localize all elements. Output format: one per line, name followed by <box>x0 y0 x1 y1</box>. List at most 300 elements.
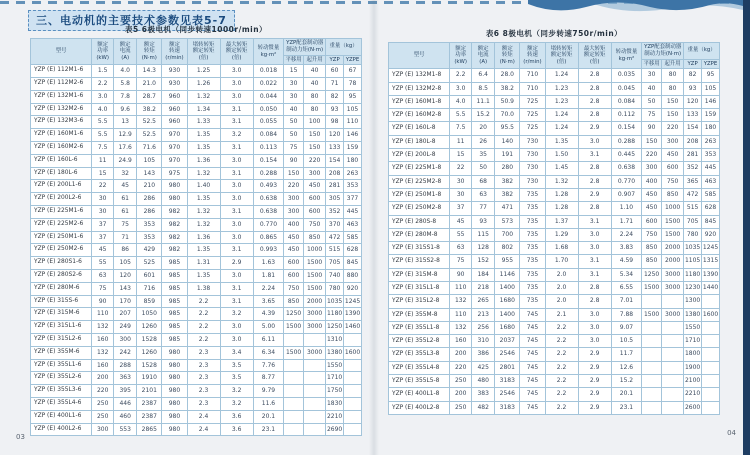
value-cell: 11 <box>92 154 114 167</box>
value-cell <box>304 397 326 410</box>
table-row <box>31 218 362 231</box>
value-cell: 2000 <box>304 295 326 308</box>
value-cell: 1680 <box>495 321 520 334</box>
table-row <box>389 242 720 255</box>
model-cell: YZP (E) 355L4-8 <box>389 361 450 374</box>
value-cell: 1035 <box>684 242 702 255</box>
value-cell: 0.288 <box>611 135 641 148</box>
value-cell: 4.59 <box>611 255 641 268</box>
model-cell: YZP (E) 250M2-6 <box>31 244 92 257</box>
value-cell: 445 <box>702 162 720 175</box>
value-cell: 2.2 <box>450 69 472 82</box>
value-cell: 0.288 <box>253 167 283 180</box>
model-cell: YZP (E) 160M2-6 <box>31 142 92 155</box>
model-cell: YZP (E) 180L-8 <box>389 135 450 148</box>
table-row <box>389 401 720 414</box>
value-cell: 242 <box>114 346 137 359</box>
table-row <box>31 193 362 206</box>
value-cell: 280 <box>495 162 520 175</box>
value-cell: 985 <box>162 333 187 346</box>
value-cell: 382 <box>495 188 520 201</box>
value-cell: 150 <box>662 95 684 108</box>
value-cell: 3.1 <box>220 103 253 116</box>
value-cell: 600 <box>642 215 662 228</box>
value-cell: 5.34 <box>611 268 641 281</box>
value-cell: 850 <box>642 255 662 268</box>
value-cell <box>304 333 326 346</box>
column-header: 重量（kg） <box>684 43 720 60</box>
value-cell: 3.0 <box>220 218 253 231</box>
table-row <box>389 122 720 135</box>
value-cell: 0.638 <box>253 193 283 206</box>
value-cell: 450 <box>662 149 684 162</box>
value-cell: 3.1 <box>220 295 253 308</box>
value-cell: 2.8 <box>578 295 611 308</box>
value-cell: 353 <box>137 218 162 231</box>
value-cell: 2.8 <box>578 109 611 122</box>
value-cell: 200 <box>92 372 114 385</box>
model-cell: YZP (E) 132M1-8 <box>389 69 450 82</box>
value-cell: 3.2 <box>220 308 253 321</box>
value-cell <box>662 295 684 308</box>
value-cell: 383 <box>472 388 495 401</box>
value-cell: 1146 <box>495 268 520 281</box>
value-cell: 780 <box>326 282 344 295</box>
value-cell: 15 <box>450 149 472 162</box>
value-cell: 61 <box>114 193 137 206</box>
value-cell: 0.084 <box>253 129 283 142</box>
value-cell: 1528 <box>137 333 162 346</box>
value-cell: 3.1 <box>578 215 611 228</box>
table-row <box>31 372 362 385</box>
value-cell: 4.0 <box>450 95 472 108</box>
value-cell <box>284 410 304 423</box>
value-cell: 3.2 <box>220 397 253 410</box>
value-cell <box>344 410 362 423</box>
value-cell: 1528 <box>137 359 162 372</box>
value-cell: 365 <box>684 175 702 188</box>
value-cell: 1710 <box>326 372 344 385</box>
value-cell: 2.2 <box>545 401 578 414</box>
value-cell: 3.1 <box>220 116 253 129</box>
value-cell: 2.8 <box>578 202 611 215</box>
table-row <box>31 270 362 283</box>
value-cell: 45 <box>450 215 472 228</box>
value-cell: 363 <box>114 372 137 385</box>
value-cell: 1440 <box>702 282 720 295</box>
value-cell: 154 <box>326 154 344 167</box>
value-cell: 11.6 <box>253 397 283 410</box>
value-cell: 980 <box>162 423 187 436</box>
value-cell: 3.6 <box>220 410 253 423</box>
value-cell: 40 <box>304 65 326 78</box>
value-cell: 1105 <box>684 255 702 268</box>
value-cell <box>642 348 662 361</box>
value-cell: 3.0 <box>578 242 611 255</box>
value-cell: 1260 <box>137 346 162 359</box>
column-header: YZP配套制动器 制动力矩(N·m) <box>642 43 684 60</box>
value-cell <box>642 361 662 374</box>
value-cell: 745 <box>520 348 545 361</box>
page-number-right: 04 <box>727 429 736 437</box>
value-cell: 105 <box>702 82 720 95</box>
value-cell: 725 <box>520 109 545 122</box>
value-cell: 1600 <box>702 308 720 321</box>
value-cell: 250 <box>92 397 114 410</box>
value-cell <box>304 372 326 385</box>
value-cell: 601 <box>137 270 162 283</box>
value-cell: 463 <box>702 175 720 188</box>
value-cell: 2.2 <box>545 361 578 374</box>
value-cell: 880 <box>344 270 362 283</box>
model-cell: YZP (E) 355L2-6 <box>31 372 92 385</box>
value-cell: 525 <box>137 257 162 270</box>
value-cell: 1.24 <box>545 122 578 135</box>
value-cell: 750 <box>642 228 662 241</box>
table-row <box>31 244 362 257</box>
value-cell: 160 <box>92 333 114 346</box>
value-cell: 845 <box>344 257 362 270</box>
value-cell: 446 <box>114 397 137 410</box>
table-row <box>389 255 720 268</box>
value-cell: 2.2 <box>187 333 220 346</box>
value-cell: 3183 <box>495 401 520 414</box>
column-subheader: 起升用 <box>304 55 326 65</box>
value-cell: 1.23 <box>545 82 578 95</box>
value-cell: 3.6 <box>220 423 253 436</box>
value-cell <box>662 348 684 361</box>
value-cell: 3.0 <box>220 90 253 103</box>
value-cell: 2000 <box>662 255 684 268</box>
value-cell: 6.55 <box>611 282 641 295</box>
value-cell: 1550 <box>326 359 344 372</box>
value-cell: 1400 <box>495 308 520 321</box>
value-cell: 110 <box>450 308 472 321</box>
table-row <box>389 348 720 361</box>
table-row <box>389 308 720 321</box>
value-cell: 980 <box>162 372 187 385</box>
value-cell: 2801 <box>495 361 520 374</box>
value-cell: 3.0 <box>220 231 253 244</box>
value-cell: 970 <box>162 154 187 167</box>
value-cell: 735 <box>520 188 545 201</box>
value-cell: 850 <box>284 295 304 308</box>
column-header: 重量（kg） <box>326 39 362 56</box>
value-cell: 2.9 <box>578 348 611 361</box>
value-cell: 300 <box>304 167 326 180</box>
value-cell: 3.1 <box>578 149 611 162</box>
model-cell: YZP (E) 355L1-6 <box>31 359 92 372</box>
value-cell <box>702 375 720 388</box>
value-cell: 1.24 <box>545 109 578 122</box>
value-cell: 180 <box>702 122 720 135</box>
model-cell: YZP (E) 280S1-6 <box>31 257 92 270</box>
value-cell: 3.1 <box>220 206 253 219</box>
table-row <box>389 282 720 295</box>
value-cell: 2.2 <box>92 78 114 91</box>
value-cell: 982 <box>162 218 187 231</box>
model-cell: YZP (E) 355L1-8 <box>389 321 450 334</box>
value-cell: 9.07 <box>611 321 641 334</box>
value-cell <box>284 359 304 372</box>
column-header: 堵转转矩 额定转矩 (倍) <box>187 39 220 65</box>
value-cell: 0.112 <box>611 109 641 122</box>
value-cell: 463 <box>344 218 362 231</box>
model-cell: YZP (E) 160M1-6 <box>31 129 92 142</box>
column-header: 额定 转速 (r/min) <box>162 39 187 65</box>
table-row <box>31 103 362 116</box>
model-cell: YZP (E) 355L4-6 <box>31 397 92 410</box>
value-cell: 7.8 <box>114 90 137 103</box>
value-cell: 3.5 <box>220 359 253 372</box>
value-cell: 2387 <box>137 410 162 423</box>
value-cell: 3.0 <box>220 180 253 193</box>
value-cell: 133 <box>326 142 344 155</box>
value-cell: 730 <box>520 162 545 175</box>
value-cell: 1050 <box>137 308 162 321</box>
value-cell: 50.9 <box>495 95 520 108</box>
value-cell: 600 <box>304 206 326 219</box>
value-cell: 220 <box>662 122 684 135</box>
value-cell: 1.31 <box>187 257 220 270</box>
table-row <box>31 282 362 295</box>
value-cell: 288 <box>114 359 137 372</box>
value-cell: 3.2 <box>220 129 253 142</box>
value-cell: 1.34 <box>187 103 220 116</box>
value-cell: 37 <box>92 218 114 231</box>
value-cell: 12.6 <box>611 361 641 374</box>
value-cell: 1.5 <box>92 65 114 78</box>
value-cell: 970 <box>162 129 187 142</box>
value-cell: 2100 <box>684 375 702 388</box>
value-cell: 1.36 <box>187 231 220 244</box>
column-header: 额定 转矩 (N·m) <box>137 39 162 65</box>
column-subheader: YZPE <box>702 59 720 69</box>
value-cell: 37 <box>450 202 472 215</box>
model-cell: YZP (E) 160M2-8 <box>389 109 450 122</box>
value-cell: 482 <box>472 401 495 414</box>
model-cell: YZP (E) 315L1-6 <box>31 321 92 334</box>
value-cell <box>284 397 304 410</box>
model-cell: YZP (E) 280S2-6 <box>31 270 92 283</box>
value-cell: 1245 <box>344 295 362 308</box>
value-cell: 450 <box>642 188 662 201</box>
value-cell: 150 <box>304 142 326 155</box>
value-cell: 70.0 <box>495 109 520 122</box>
value-cell: 3.1 <box>220 142 253 155</box>
value-cell: 160 <box>450 335 472 348</box>
value-cell: 2.8 <box>578 69 611 82</box>
value-cell: 263 <box>702 135 720 148</box>
value-cell: 1680 <box>495 295 520 308</box>
value-cell: 628 <box>344 244 362 257</box>
value-cell: 40 <box>642 82 662 95</box>
model-cell: YZP (E) 132M3-6 <box>31 116 92 129</box>
value-cell: 1180 <box>684 268 702 281</box>
table-row <box>31 359 362 372</box>
value-cell: 1.50 <box>545 149 578 162</box>
value-cell: 3.0 <box>450 82 472 95</box>
value-cell: 450 <box>284 231 304 244</box>
value-cell: 13 <box>114 116 137 129</box>
value-cell: 11 <box>450 135 472 148</box>
value-cell: 133 <box>684 109 702 122</box>
value-cell: 32 <box>114 167 137 180</box>
column-header: 型号 <box>31 39 92 65</box>
column-header: 转动惯量 kg·m² <box>253 39 283 65</box>
model-cell: YZP (E) 400L1-8 <box>389 388 450 401</box>
model-cell: YZP (E) 180L-6 <box>31 167 92 180</box>
value-cell: 63 <box>92 270 114 283</box>
value-cell: 0.045 <box>611 82 641 95</box>
column-subheader: 平移用 <box>642 59 662 69</box>
value-cell: 80 <box>662 82 684 95</box>
model-cell: YZP (E) 355L2-8 <box>389 335 450 348</box>
value-cell: 1.32 <box>187 90 220 103</box>
value-cell: 1500 <box>284 346 304 359</box>
table-row <box>31 180 362 193</box>
value-cell: 146 <box>702 95 720 108</box>
value-cell: 1.36 <box>187 154 220 167</box>
column-header: 额定 功率 (kW) <box>450 43 472 69</box>
value-cell: 3.1 <box>578 268 611 281</box>
value-cell: 0.993 <box>253 244 283 257</box>
value-cell: 985 <box>162 321 187 334</box>
value-cell: 191 <box>495 149 520 162</box>
value-cell: 2.2 <box>545 388 578 401</box>
value-cell: 2600 <box>684 401 702 414</box>
column-header: 转动惯量 kg·m² <box>611 43 641 69</box>
value-cell <box>642 335 662 348</box>
value-cell: 21.0 <box>137 78 162 91</box>
value-cell: 0.035 <box>611 69 641 82</box>
value-cell <box>304 423 326 436</box>
value-cell: 980 <box>162 359 187 372</box>
value-cell: 128 <box>472 242 495 255</box>
value-cell: 1000 <box>304 244 326 257</box>
table-row <box>389 321 720 334</box>
value-cell: 735 <box>520 295 545 308</box>
column-subheader: YZPE <box>344 55 362 65</box>
value-cell: 3.1 <box>220 282 253 295</box>
value-cell: 115 <box>472 228 495 241</box>
value-cell: 160 <box>92 359 114 372</box>
value-cell: 1.37 <box>545 215 578 228</box>
value-cell: 150 <box>284 167 304 180</box>
table-row <box>31 423 362 436</box>
value-cell: 300 <box>284 206 304 219</box>
value-cell: 3.0 <box>578 228 611 241</box>
table-row <box>389 149 720 162</box>
table-row <box>31 308 362 321</box>
value-cell: 6.4 <box>472 69 495 82</box>
value-cell <box>642 388 662 401</box>
value-cell: 955 <box>495 255 520 268</box>
value-cell: 11.7 <box>611 348 641 361</box>
value-cell: 1800 <box>684 348 702 361</box>
value-cell: 985 <box>162 257 187 270</box>
value-cell: 745 <box>520 401 545 414</box>
value-cell: 1250 <box>642 268 662 281</box>
table-row <box>389 335 720 348</box>
column-header: 额定 电流 (A) <box>114 39 137 65</box>
model-cell: YZP (E) 160M1-8 <box>389 95 450 108</box>
value-cell: 0.770 <box>611 175 641 188</box>
value-cell: 3000 <box>662 268 684 281</box>
value-cell: 802 <box>495 242 520 255</box>
value-cell: 286 <box>137 206 162 219</box>
value-cell: 1230 <box>684 282 702 295</box>
value-cell <box>702 321 720 334</box>
value-cell: 3.2 <box>220 385 253 398</box>
value-cell: 960 <box>162 103 187 116</box>
value-cell: 745 <box>520 388 545 401</box>
value-cell: 1500 <box>662 215 684 228</box>
model-cell: YZP (E) 132M2-8 <box>389 82 450 95</box>
column-subheader: 平移用 <box>284 55 304 65</box>
value-cell: 15 <box>284 65 304 78</box>
model-cell: YZP (E) 315S-6 <box>31 295 92 308</box>
value-cell: 7.88 <box>611 308 641 321</box>
value-cell: 1.35 <box>187 142 220 155</box>
value-cell: 9.79 <box>253 385 283 398</box>
value-cell: 35 <box>472 149 495 162</box>
value-cell: 63 <box>472 188 495 201</box>
value-cell: 7.5 <box>450 122 472 135</box>
value-cell: 281 <box>326 180 344 193</box>
value-cell: 352 <box>326 206 344 219</box>
value-cell: 0.445 <box>611 149 641 162</box>
value-cell: 2210 <box>326 410 344 423</box>
value-cell: 0.113 <box>253 142 283 155</box>
value-cell: 30 <box>642 69 662 82</box>
value-cell: 286 <box>137 193 162 206</box>
value-cell: 0.018 <box>253 65 283 78</box>
value-cell: 5.8 <box>114 78 137 91</box>
value-cell: 600 <box>284 270 304 283</box>
value-cell: 11.1 <box>472 95 495 108</box>
value-cell: 1250 <box>284 308 304 321</box>
model-cell: YZP (E) 112M1-6 <box>31 65 92 78</box>
value-cell: 2865 <box>137 423 162 436</box>
value-cell: 208 <box>684 135 702 148</box>
value-cell: 220 <box>284 180 304 193</box>
value-cell: 2.0 <box>545 295 578 308</box>
value-cell: 425 <box>472 361 495 374</box>
value-cell: 5.00 <box>253 321 283 334</box>
value-cell: 980 <box>162 346 187 359</box>
value-cell: 110 <box>344 116 362 129</box>
value-cell: 450 <box>304 180 326 193</box>
value-cell: 3.5 <box>220 372 253 385</box>
model-cell: YZP (E) 225M2-8 <box>389 175 450 188</box>
value-cell: 2387 <box>137 397 162 410</box>
column-header: 额定 功率 (kW) <box>92 39 114 65</box>
table6-caption: 表6 8极电机（同步转速750r/min） <box>485 29 623 38</box>
value-cell: 0.638 <box>253 206 283 219</box>
value-cell: 1390 <box>702 268 720 281</box>
value-cell: 1.35 <box>187 193 220 206</box>
value-cell: 143 <box>114 282 137 295</box>
value-cell: 2037 <box>495 335 520 348</box>
value-cell: 305 <box>326 193 344 206</box>
column-subheader: 起升用 <box>662 59 684 69</box>
value-cell: 1380 <box>684 308 702 321</box>
value-cell: 45 <box>114 180 137 193</box>
value-cell: 730 <box>520 149 545 162</box>
value-cell: 982 <box>162 231 187 244</box>
value-cell: 150 <box>662 109 684 122</box>
